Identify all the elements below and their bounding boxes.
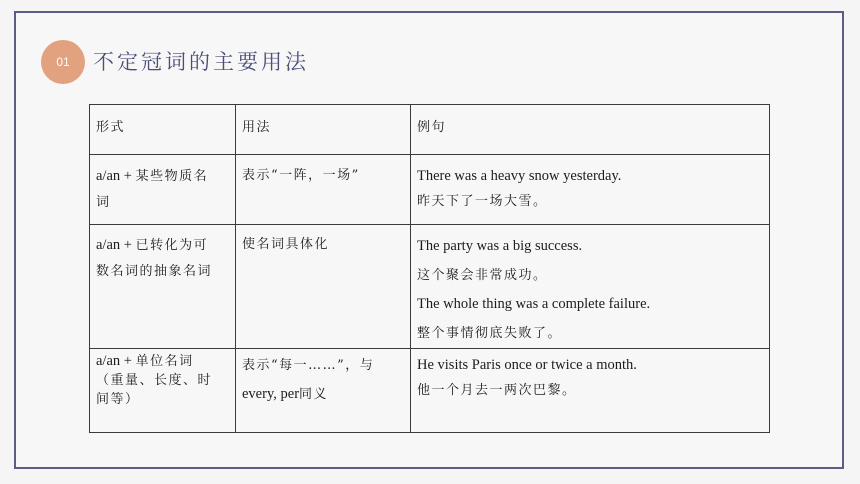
form-line: （重量、长度、时 <box>96 373 213 388</box>
form-cell <box>90 225 236 349</box>
form-cell <box>90 349 236 433</box>
section-number-badge <box>41 40 85 84</box>
example-english: He visits Paris once or twice a month. <box>417 357 637 373</box>
table-header-row <box>90 105 770 155</box>
table-row <box>90 155 770 225</box>
usage-line: 表示“一阵，一场” <box>242 168 360 183</box>
example-chinese: 整个事情彻底失败了。 <box>417 326 563 341</box>
form-line: a/an + 单位名词 <box>96 353 194 369</box>
section-number: 01 <box>56 55 70 69</box>
example-english: The party was a big success. <box>417 238 583 254</box>
page-title: 不定冠词的主要用法 <box>93 50 309 74</box>
form-line: a/an + 已转化为可 <box>96 237 209 253</box>
form-line: a/an + 某些物质名 <box>96 168 209 184</box>
example-chinese: 他一个月去一两次巴黎。 <box>417 383 577 398</box>
example-chinese: 这个聚会非常成功。 <box>417 268 548 283</box>
usage-cell <box>236 349 411 433</box>
example-english: There was a heavy snow yesterday. <box>417 168 622 184</box>
usage-cell <box>236 155 411 225</box>
usage-line: every, per同义 <box>242 386 329 402</box>
form-cell <box>90 155 236 225</box>
form-line: 间等） <box>96 392 140 407</box>
table-row <box>90 349 770 433</box>
usage-cell <box>236 225 411 349</box>
header-usage: 用法 <box>236 105 411 155</box>
example-english: The whole thing was a complete failure. <box>417 296 651 312</box>
example-cell <box>411 155 770 225</box>
header-form: 形式 <box>90 105 236 155</box>
example-chinese: 昨天下了一场大雪。 <box>417 194 548 209</box>
example-cell <box>411 349 770 433</box>
form-line: 数名词的抽象名词 <box>96 264 213 279</box>
usage-table <box>89 104 770 433</box>
form-line: 词 <box>96 195 111 210</box>
example-cell <box>411 225 770 349</box>
header-example: 例句 <box>411 105 770 155</box>
table-row <box>90 225 770 349</box>
usage-line: 表示“每一……”，与 <box>242 358 375 373</box>
usage-line: 使名词具体化 <box>242 237 330 252</box>
